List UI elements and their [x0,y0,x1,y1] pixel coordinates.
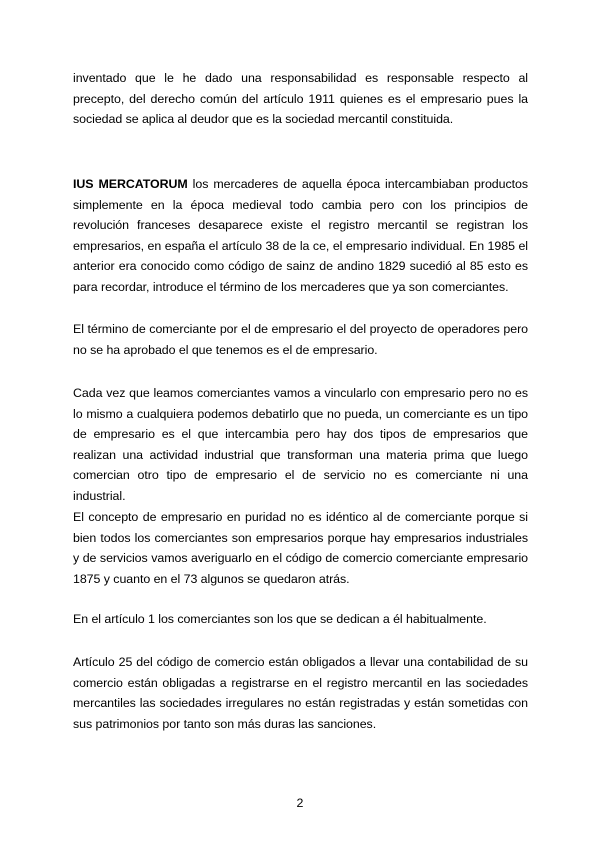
paragraph-1 [73,68,528,130]
paragraph-3-text: El término de comerciante por el de empresario el del proyecto de operadores pero no se ha aprobado el que tenemos es el de empresario. [73,322,528,357]
paragraph-7-text: Artículo 25 del código de comercio están obligados a llevar una contabilidad de su comercio están obligadas a registrarse en el registro mercantil en las sociedades mercantiles las sociedades irregulares no están registradas y están sometidas con sus patrimonios por tanto son más duras las sanciones. [73,655,528,731]
paragraph-6-text: En el artículo 1 los comerciantes son los que se dedican a él habitualmente. [73,612,487,626]
paragraph-4 [73,383,528,507]
paragraph-7 [73,652,528,734]
paragraph-5-text: El concepto de empresario en puridad no es idéntico al de comerciante porque si bien todos los comerciantes son empresarios porque hay empresarios industriales y de servicios vamos averiguarlo en el código de comercio comerciante empresario 1875 y cuanto en el 73 algunos se quedaron atrás. [73,510,528,586]
paragraph-1-text: inventado que le he dado una responsabilidad es responsable respecto al precepto, del derecho común del artículo 1911 quienes es el empresario pues la sociedad se aplica al deudor que es la sociedad mercantil constituida. [73,71,528,127]
paragraph-2-text: los mercaderes de aquella época intercambiaban productos simplemente en la época medieval todo cambia pero con los principios de revolución franceses desaparece existe el registro mercantil se registran los empresarios, en españa el artículo 38 de la ce, el empresario individual. En 1985 el anterior era conocido como código de sainz de andino 1829 sucedió al 85 esto es para recordar, introduce el término de los mercaderes que ya son comerciantes. [73,177,528,294]
paragraph-3 [73,319,528,360]
paragraph-6 [73,609,528,630]
paragraph-2 [73,174,528,298]
paragraph-2-heading: IUS MERCATORUM [73,177,188,191]
page-number: 2 [296,796,304,810]
paragraph-5 [73,507,528,589]
paragraph-4-text: Cada vez que leamos comerciantes vamos a vincularlo con empresario pero no es lo mismo a cualquiera podemos debatirlo que no pueda, un comerciante es un tipo de empresario es el que intercambia pero hay dos tipos de empresarios que realizan una actividad industrial que transforman una materia prima que luego comercian otro tipo de empresario el de servicio no es comerciante ni una industrial. [73,386,528,503]
